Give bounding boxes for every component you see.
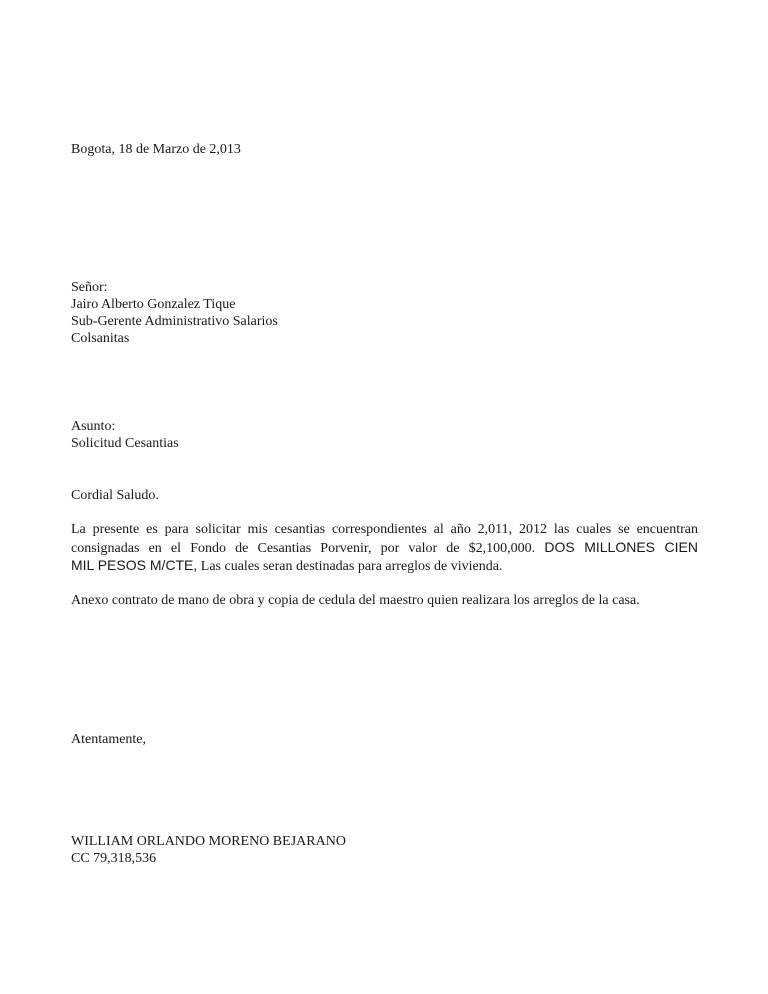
body-paragraph-1-line-3 xyxy=(71,557,698,576)
amount-in-words-part-1: DOS MILLONES CIEN xyxy=(544,538,698,555)
recipient-block xyxy=(71,279,278,347)
subject-text: Solicitud Cesantias xyxy=(71,436,179,451)
body-paragraph-2: Anexo contrato de mano de obra y copia de cedula del maestro quien realizara los arreglos de la casa. xyxy=(71,593,640,608)
signature-name: WILLIAM ORLANDO MORENO BEJARANO xyxy=(71,834,346,849)
letter-date: Bogota, 18 de Marzo de 2,013 xyxy=(71,142,241,157)
body-paragraph-1 xyxy=(71,521,698,576)
body-paragraph-1-line-2-text: consignadas en el Fondo de Cesantias Porvenir, por valor de $2,100,000. xyxy=(71,540,545,556)
signature-block xyxy=(71,833,346,867)
closing: Atentamente, xyxy=(71,732,147,747)
body-paragraph-1-line-2 xyxy=(71,539,698,558)
amount-in-words-part-2: MIL PESOS M/CTE, xyxy=(71,557,198,573)
subject-block xyxy=(71,418,179,452)
greeting: Cordial Saludo. xyxy=(71,488,159,503)
recipient-position: Sub-Gerente Administrativo Salarios xyxy=(71,314,278,329)
recipient-salutation: Señor: xyxy=(71,280,108,295)
recipient-name: Jairo Alberto Gonzalez Tique xyxy=(71,297,236,312)
body-paragraph-1-line-1: La presente es para solicitar mis cesantias correspondientes al año 2,011, 2012 las cuales se encuentran xyxy=(71,522,698,537)
body-paragraph-1-line-3-text: Las cuales seran destinadas para arreglos de vivienda. xyxy=(197,559,503,574)
subject-label: Asunto: xyxy=(71,419,116,434)
signature-id: CC 79,318,536 xyxy=(71,851,157,866)
recipient-company: Colsanitas xyxy=(71,331,130,346)
